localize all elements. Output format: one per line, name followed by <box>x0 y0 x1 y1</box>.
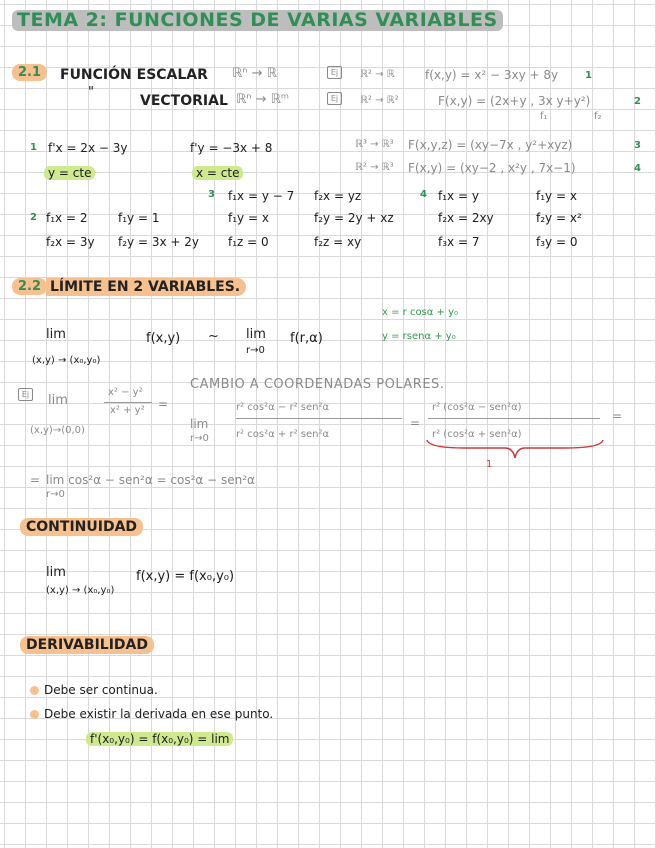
ex-a-number: 1 <box>585 70 592 81</box>
d4-c1-1: f₂x = 2xy <box>438 211 494 225</box>
continuity-limit-under: (x,y) → (x₀,y₀) <box>46 585 115 596</box>
limit-word: lim <box>46 327 66 342</box>
ex-frac-bar <box>104 402 152 403</box>
polar-frac2-bar <box>428 418 600 419</box>
bullet-icon <box>30 686 39 695</box>
ex-frac-num: x² − y² <box>108 387 143 398</box>
limit-under-r: r→0 <box>246 345 265 356</box>
derivative-formula: f'(x₀,y₀) = f(x₀,y₀) = lim <box>86 732 233 746</box>
d3-c1-2: f₁z = 0 <box>228 235 269 249</box>
polar-frac1-num: r² cos²α − r² sen²α <box>236 402 330 413</box>
equals-sign: = <box>612 409 623 423</box>
escalar-map: ℝⁿ → ℝ <box>232 66 277 81</box>
polar-frac2-num: r² (cos²α − sen²α) <box>432 402 522 413</box>
d1-fy: f'y = −3x + 8 <box>190 141 273 155</box>
ex-d-domain: ℝ² → ℝ³ <box>355 162 394 173</box>
d1-number: 1 <box>30 142 37 153</box>
polar-limit-under: r→0 <box>190 433 209 444</box>
example-icon: Ej <box>18 388 33 401</box>
ex-b-sub2: f₂ <box>594 111 602 122</box>
ex-b-number: 2 <box>634 96 641 107</box>
underbrace-result: 1 <box>486 459 493 470</box>
d3-c1-0: f₁x = y − 7 <box>228 189 295 203</box>
equals-sign: = <box>158 397 169 411</box>
d2-number: 2 <box>30 212 37 223</box>
d3-c2-0: f₂x = yz <box>314 189 362 203</box>
polar-limit-word: lim <box>190 417 209 431</box>
ex-limit-word: lim <box>48 393 68 408</box>
d3-c2-1: f₂y = 2y + xz <box>314 211 394 225</box>
polar-change-heading: CAMBIO A COORDENADAS POLARES. <box>190 377 445 392</box>
derivability-condition-2: Debe existir la derivada en ese punto. <box>44 707 274 721</box>
bullet-icon <box>30 710 39 719</box>
ex-d-function: F(x,y) = (xy−2 , x²y , 7x−1) <box>408 161 576 175</box>
d3-number: 3 <box>208 189 215 200</box>
escalar-label: FUNCIÓN ESCALAR <box>60 67 208 83</box>
d4-c2-0: f₁y = x <box>536 189 577 203</box>
ex-c-function: F(x,y,z) = (xy−7x , y²+xyz) <box>408 138 573 152</box>
example-icon: Ej <box>327 92 342 105</box>
example-icon: Ej <box>327 66 342 79</box>
d4-c2-1: f₂y = x² <box>536 211 582 225</box>
result-equals: = <box>30 473 41 487</box>
d2-r1a: f₁x = 2 <box>46 211 88 225</box>
ex-a-domain: ℝ² → ℝ <box>360 69 395 80</box>
d4-c1-2: f₃x = 7 <box>438 235 480 249</box>
vectorial-map: ℝⁿ → ℝᵐ <box>236 92 290 107</box>
d2-r1b: f₁y = 1 <box>118 211 160 225</box>
ex-frac-den: x² + y² <box>110 405 145 416</box>
d4-c1-0: f₁x = y <box>438 189 479 203</box>
limit-under-xy: (x,y) → (x₀,y₀) <box>32 355 101 366</box>
vectorial-label: VECTORIAL <box>140 93 228 109</box>
continuity-heading: CONTINUIDAD <box>20 518 143 536</box>
polar-frac2-den: r² (cos²α + sen²α) <box>432 429 522 440</box>
polar-x: x = r cosα + y₀ <box>382 307 459 318</box>
ex-b-sub1: f₁ <box>540 111 548 122</box>
limit-fxy: f(x,y) <box>146 331 181 346</box>
limit-fra: f(r,α) <box>290 331 323 346</box>
ex-b-function: F(x,y) = (2x+y , 3x y+y²) <box>438 94 591 108</box>
d4-number: 4 <box>420 189 427 200</box>
ex-a-function: f(x,y) = x² − 3xy + 8y <box>425 68 559 82</box>
page-title: TEMA 2: FUNCIONES DE VARIAS VARIABLES <box>12 10 503 31</box>
ex-d-number: 4 <box>634 163 641 174</box>
d1-constant-x: x = cte <box>192 166 243 180</box>
continuity-expression: f(x,y) = f(x₀,y₀) <box>136 569 235 584</box>
ex-c-domain: ℝ³ → ℝ³ <box>355 139 394 150</box>
section-2-2-number: 2.2 <box>12 278 47 295</box>
section-2-1-number: 2.1 <box>12 64 47 81</box>
d2-r2b: f₂y = 3x + 2y <box>118 235 199 249</box>
d3-c2-2: f₂z = xy <box>314 235 362 249</box>
d1-fx: f'x = 2x − 3y <box>48 141 128 155</box>
polar-frac1-den: r² cos²α + r² sen²α <box>236 429 330 440</box>
ex-b-domain: ℝ² → ℝ² <box>360 95 399 106</box>
equals-sign: = <box>410 416 421 430</box>
ex-limit-under: (x,y)→(0,0) <box>30 425 85 436</box>
result-limit-under: r→0 <box>46 489 65 500</box>
polar-y: y = rsenα + y₀ <box>382 331 456 342</box>
continuity-limit-word: lim <box>46 565 66 580</box>
d1-constant-y: y = cte <box>44 166 95 180</box>
d4-c2-2: f₃y = 0 <box>536 235 578 249</box>
ex-c-number: 3 <box>634 140 641 151</box>
section-2-2-heading: LÍMITE EN 2 VARIABLES. <box>46 278 246 296</box>
d3-c1-1: f₁y = x <box>228 211 269 225</box>
derivability-condition-1: Debe ser continua. <box>44 683 158 697</box>
d2-r2a: f₂x = 3y <box>46 235 95 249</box>
limit-word-polar: lim <box>246 327 266 342</box>
derivability-heading: DERIVABILIDAD <box>20 636 154 654</box>
underbrace-icon <box>425 438 605 462</box>
equivalent-symbol: ~ <box>208 329 219 344</box>
polar-frac1-bar <box>236 418 402 419</box>
polar-result: lim cos²α − sen²α = cos²α − sen²α <box>46 473 255 487</box>
ditto-mark: " <box>88 85 94 100</box>
